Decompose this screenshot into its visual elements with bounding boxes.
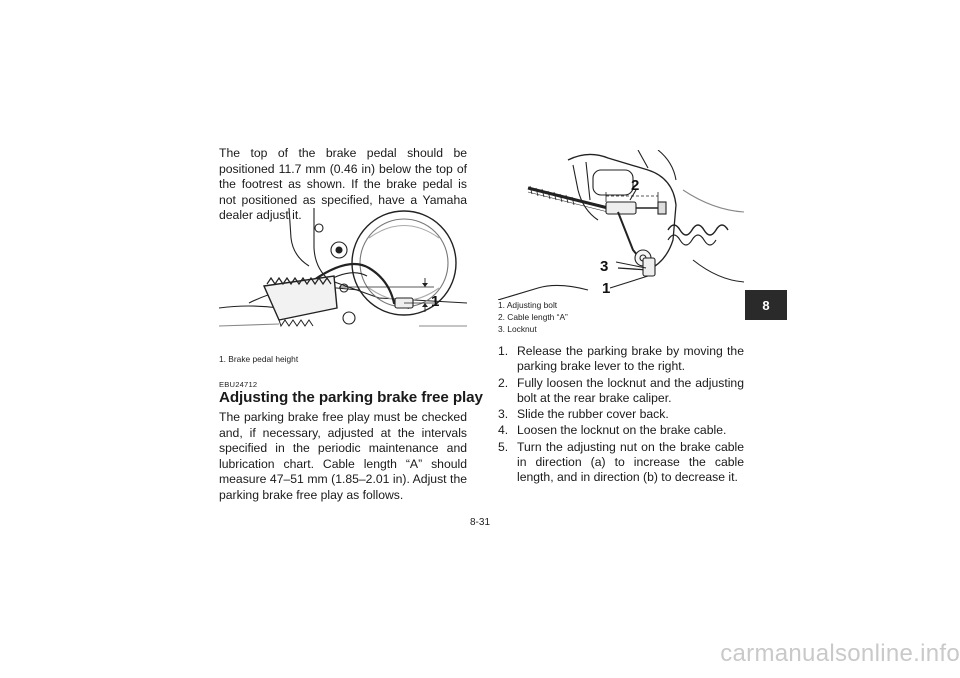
- section-heading: Adjusting the parking brake free play: [219, 389, 483, 406]
- step-item: 1. Release the parking brake by moving the parking brake lever to the right.: [498, 344, 744, 374]
- step-item: 2. Fully loosen the locknut and the adjusting bolt at the rear brake caliper.: [498, 375, 744, 405]
- step-item: 3. Slide the rubber cover back.: [498, 407, 669, 422]
- steps-list: [498, 344, 744, 487]
- watermark: carmanualsonline.info: [720, 640, 960, 667]
- caption-adjusting-bolt: 1. Adjusting bolt: [498, 300, 558, 310]
- caption-locknut: 3. Locknut: [498, 324, 537, 334]
- step-item: 5. Turn the adjusting nut on the brake cable in direction (a) to increase the cable length, and in direction (b) to decrease it.: [498, 439, 744, 485]
- figure2-caption: [498, 299, 568, 335]
- caption-cable-length: 2. Cable length “A”: [498, 312, 568, 322]
- section-paragraph: The parking brake free play must be checked and, if necessary, adjusted at the intervals specified in the periodic maintenance and lubrication chart. Cable length “A” should measure 47–51 mm (1.85–2.01 in). Adjust the parking brake free play as follows.: [219, 410, 467, 502]
- figure1-caption: [219, 353, 298, 365]
- figure2-callout-2: 2: [631, 177, 640, 194]
- brake-pedal-figure: [219, 208, 467, 342]
- step-item: 4. Loosen the locknut on the brake cable.: [498, 423, 727, 438]
- intro-paragraph: The top of the brake pedal should be positioned 11.7 mm (0.46 in) below the top of the footrest as shown. If the brake pedal is not positioned as specified, have a Yamaha dealer adjust it.: [219, 146, 467, 222]
- section-code: EBU24712: [219, 380, 258, 389]
- caliper-illustration: [498, 150, 744, 300]
- figure2-callout-3: 3: [600, 258, 609, 275]
- figure1-callout-1: 1: [431, 293, 440, 310]
- chapter-tab: 8: [745, 290, 787, 320]
- page-number: 8-31: [469, 517, 490, 528]
- caliper-figure: [498, 150, 744, 300]
- figure2-callout-1: 1: [602, 280, 611, 297]
- caption-brake-pedal-height: 1. Brake pedal height: [219, 354, 299, 364]
- brake-pedal-illustration: [219, 208, 467, 342]
